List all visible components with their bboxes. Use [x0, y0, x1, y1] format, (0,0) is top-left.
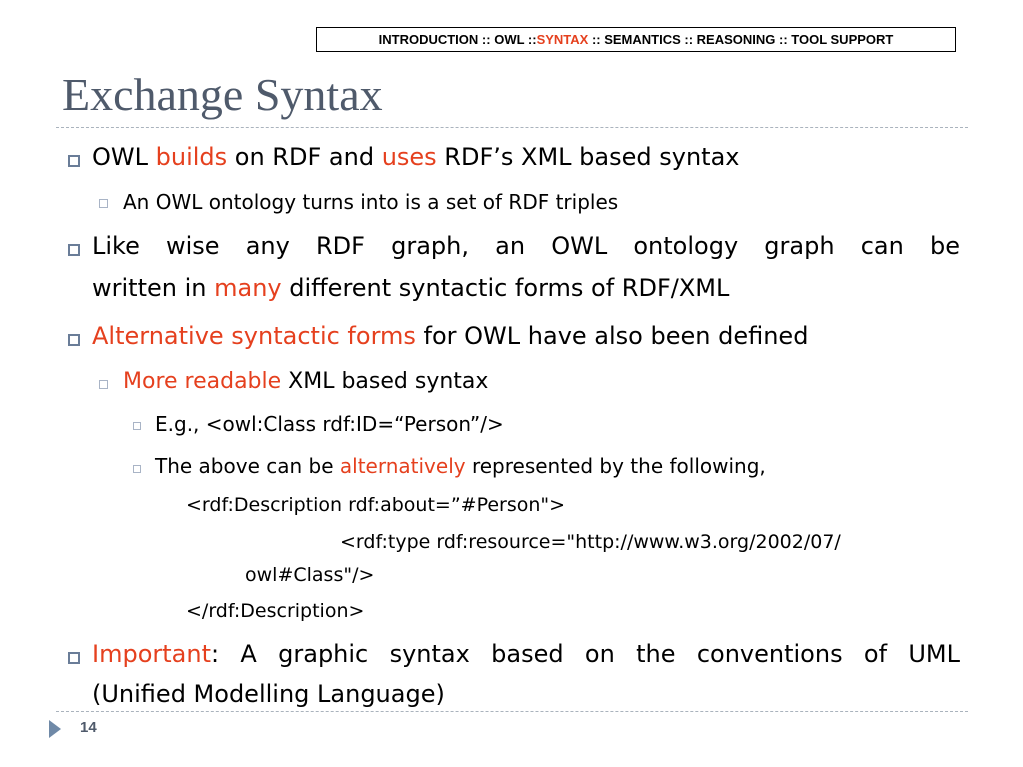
bullet-square-icon — [68, 155, 80, 167]
code-line-description-close: </rdf:Description> — [186, 600, 365, 622]
sub-bullet-square-icon — [99, 380, 108, 389]
example-owl-class: E.g., <owl:Class rdf:ID=“Person”/> — [155, 412, 504, 436]
breadcrumb-rest: :: SEMANTICS :: REASONING :: TOOL SUPPORT — [588, 32, 894, 47]
bullet-square-icon — [68, 652, 80, 664]
bullet-square-icon — [68, 334, 80, 346]
breadcrumb-syntax-current: SYNTAX — [536, 32, 589, 47]
title-divider — [56, 127, 968, 128]
bullet-alternative-forms: Alternative syntactic forms for OWL have also been defined — [92, 322, 809, 350]
bullet-important-line1: Important: A graphic syntax based on the conventions of UML — [92, 640, 960, 668]
code-line-owl-class: owl#Class"/> — [245, 564, 375, 586]
code-line-rdf-type: <rdf:type rdf:resource="http://www.w3.org/2002/07/ — [340, 531, 841, 553]
sub-sub-bullet-square-icon — [133, 422, 141, 430]
bullet-square-icon — [68, 244, 80, 256]
sub-bullet-square-icon — [99, 199, 108, 208]
bullet-rdf-graph-line2: written in many different syntactic forms of RDF/XML — [92, 274, 730, 302]
section-breadcrumb — [316, 27, 956, 52]
sub-bullet-more-readable: More readable XML based syntax — [123, 369, 489, 394]
footer-divider — [56, 711, 968, 712]
page-number: 14 — [80, 719, 97, 736]
breadcrumb-introduction: INTRODUCTION :: — [378, 32, 491, 47]
code-line-description-open: <rdf:Description rdf:about=”#Person"> — [186, 494, 566, 516]
alternative-representation: The above can be alternatively represented by the following, — [155, 454, 766, 478]
slide-title: Exchange Syntax — [62, 69, 383, 120]
breadcrumb-owl: OWL :: — [494, 32, 537, 47]
bullet-important-line2: (Unified Modelling Language) — [92, 680, 445, 708]
sub-bullet-ontology-triples: An OWL ontology turns into is a set of RDF triples — [123, 190, 619, 214]
bullet-owl-builds: OWL builds on RDF and uses RDF’s XML based syntax — [92, 143, 740, 171]
bullet-rdf-graph-line1: Like wise any RDF graph, an OWL ontology graph can be — [92, 232, 960, 260]
sub-sub-bullet-square-icon — [133, 465, 141, 473]
play-arrow-icon — [49, 720, 61, 738]
